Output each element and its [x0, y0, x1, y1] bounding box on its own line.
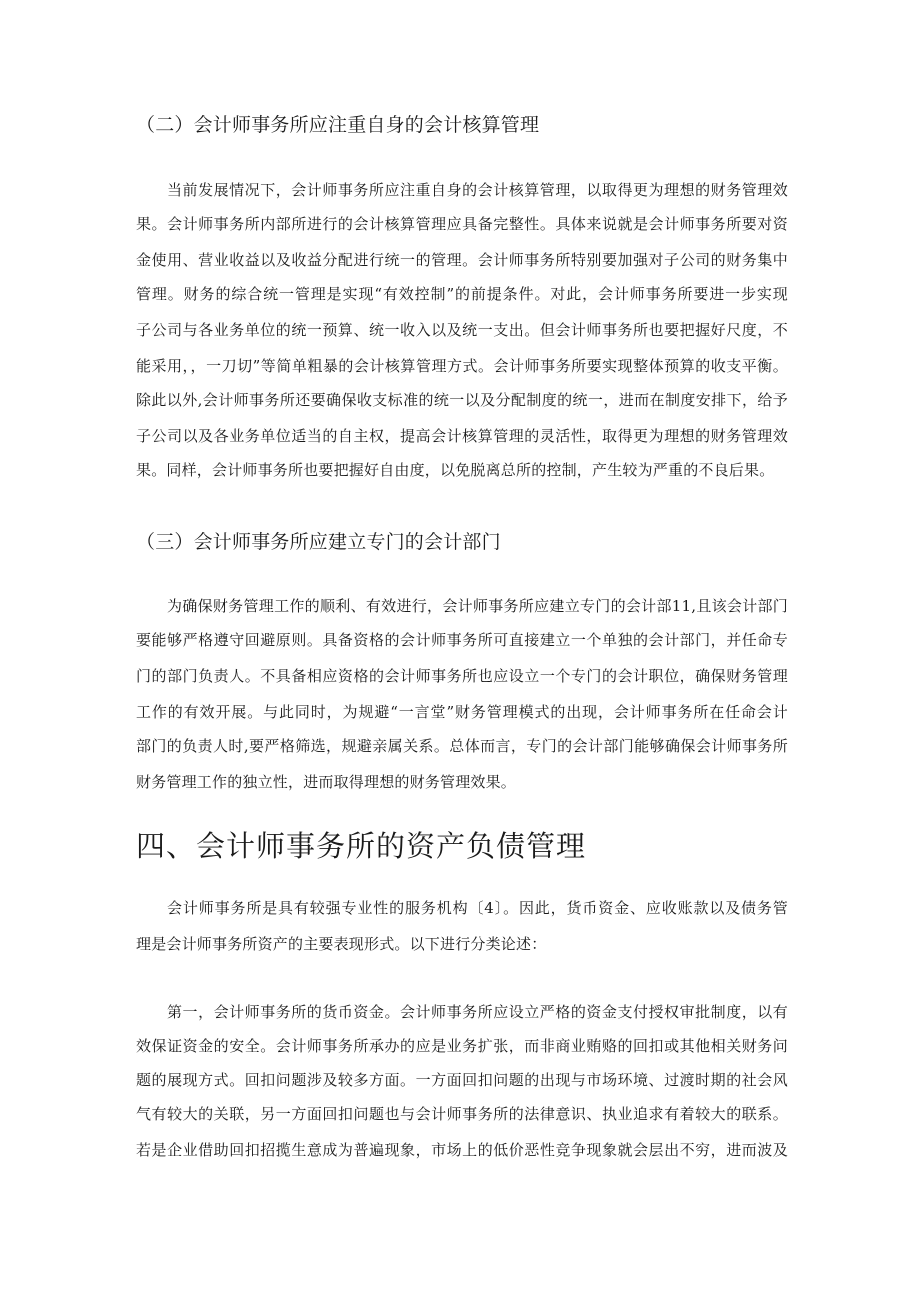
paragraph-line: 财务管理工作的独立性，进而取得理想的财务管理效果。	[136, 773, 517, 791]
paragraph-line: 部门的负责人时,要严格筛选，规避亲属关系。总体而言，专门的会计部门能够确保会计师事务所	[136, 737, 788, 755]
paragraph-line: 为确保财务管理工作的顺利、有效进行，会计师事务所应建立专门的会计部11,且该会计部门	[167, 597, 788, 615]
paragraph-line: 除此以外,会计师事务所还要确保收支标准的统一以及分配制度的统一，进而在制度安排下，给予	[136, 391, 788, 409]
paragraph-line: 效保证资金的安全。会计师事务所承办的应是业务扩张，而非商业贿赂的回扣或其他相关财务问	[136, 1037, 788, 1055]
paragraph-line: 要能够严格遵守回避原则。具备资格的会计师事务所可直接建立一个单独的会计部门，并任命专	[136, 631, 788, 649]
paragraph-line: 子公司以及各业务单位适当的自主权，提高会计核算管理的灵活性，取得更为理想的财务管理效	[136, 427, 788, 445]
paragraph-line: 第一，会计师事务所的货币资金。会计师事务所应设立严格的资金支付授权审批制度，以有	[167, 1003, 788, 1021]
paragraph-line: 果。同样，会计师事务所也要把握好自由度，以免脱离总所的控制，产生较为严重的不良后果。	[136, 461, 775, 479]
paragraph-line: 金使用、营业收益以及收益分配进行统一的管理。会计师事务所特别要加强对子公司的财务集中	[136, 251, 788, 269]
paragraph-line: 会计师事务所是具有较强专业性的服务机构〔4〕。因此，货币资金、应收账款以及债务管	[167, 899, 788, 917]
section-3-heading: （三）会计师事务所应建立专门的会计部门	[136, 531, 501, 553]
section-4-heading: 四、会计师事务所的资产负债管理	[136, 829, 587, 863]
paragraph-line: 工作的有效开展。与此同时，为规避“一言堂”财务管理模式的出现，会计师事务所在任命会计	[136, 703, 788, 721]
paragraph-line: 能采用，，一刀切”等简单粗暴的会计核算管理方式。会计师事务所要实现整体预算的收支平衡。	[136, 357, 788, 375]
paragraph-line: 管理。财务的综合统一管理是实现“有效控制”的前提条件。对此，会计师事务所要进一步实现	[136, 285, 788, 303]
paragraph-line: 子公司与各业务单位的统一预算、统一收入以及统一支出。但会计师事务所也要把握好尺度，不	[136, 321, 788, 339]
paragraph-line: 理是会计师事务所资产的主要表现形式。以下进行分类论述：	[136, 935, 547, 953]
paragraph-line: 果。会计师事务所内部所进行的会计核算管理应具备完整性。具体来说就是会计师事务所要对资	[136, 215, 788, 233]
paragraph-line: 气有较大的关联，另一方面回扣问题也与会计师事务所的法律意识、执业追求有着较大的联系。	[136, 1105, 788, 1123]
section-2-heading: （二）会计师事务所应注重自身的会计核算管理	[136, 114, 540, 136]
paragraph-line: 当前发展情况下，会计师事务所应注重自身的会计核算管理，以取得更为理想的财务管理效	[167, 181, 788, 199]
paragraph-line: 门的部门负责人。不具备相应资格的会计师事务所也应设立一个专门的会计职位，确保财务管理	[136, 667, 788, 685]
paragraph-line: 题的展现方式。回扣问题涉及较多方面。一方面回扣问题的出现与市场环境、过渡时期的社会风	[136, 1071, 788, 1089]
paragraph-line: 若是企业借助回扣招揽生意成为普遍现象，市场上的低价恶性竞争现象就会层出不穷，进而波及	[136, 1141, 788, 1159]
